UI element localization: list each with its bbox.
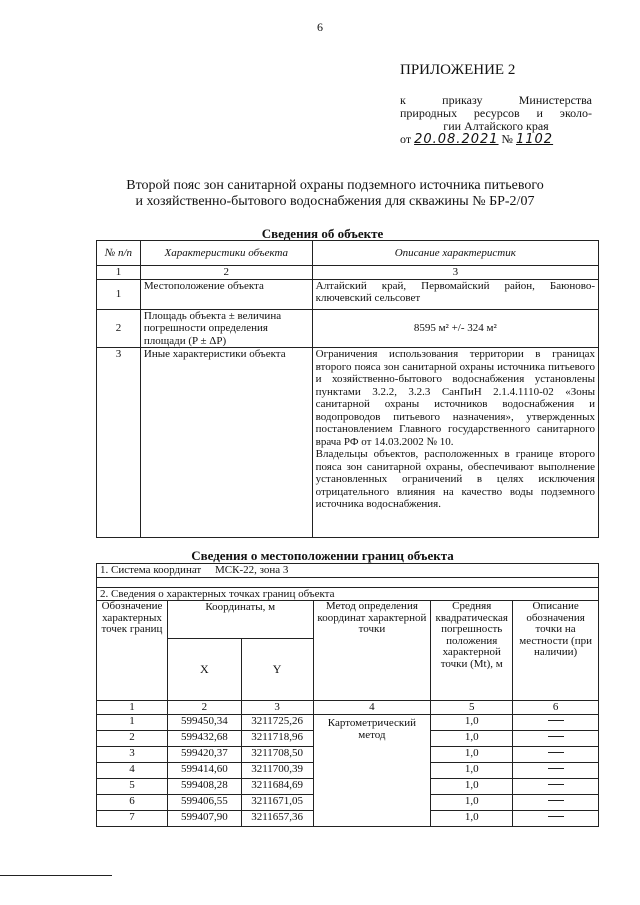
header-number: № п/п [97,241,141,266]
table-row [97,348,599,538]
dash-mark [548,784,564,785]
dash-mark [548,768,564,769]
dash-mark [548,800,564,801]
object-info-table [96,240,599,538]
point-x: 599432,68 [167,730,241,746]
order-line-2: природных ресурсов и эколо- [400,106,592,120]
row-number: 1 [97,279,141,309]
points-label-row [97,587,599,601]
order-date-line [400,133,592,146]
point-number: 1 [97,714,168,730]
point-marker [513,730,599,746]
header-coords: Координаты, м [167,601,313,639]
point-marker [513,746,599,762]
point-error: 1,0 [431,778,513,794]
point-marker [513,762,599,778]
col-number: 1 [97,266,141,280]
row-description: 8595 м² +/- 324 м² [312,309,598,348]
col-number: 2 [140,266,312,280]
point-marker [513,794,599,810]
header-description: Описание характеристик [312,241,598,266]
col-number: 5 [431,701,513,715]
col-number: 4 [313,701,431,715]
point-error: 1,0 [431,730,513,746]
section-boundaries-title: Сведения о местоположении границ объекта [191,548,454,563]
header-characteristic: Характеристики объекта [140,241,312,266]
point-y: 3211684,69 [241,778,313,794]
row-number: 2 [97,309,141,348]
owners-paragraph: Владельцы объектов, расположенных в границе второго пояса зон санитарной охраны, обеспечивают выполнение установленных ограничений в целях исключения отрицательного влияния на качество воды подземного источника водоснабжения. [315,448,595,510]
dash-mark [548,720,564,721]
table-header-row [97,241,599,266]
boundary-points-table [96,563,599,827]
col-number: 2 [167,701,241,715]
row-characteristic: Местоположение объекта [140,279,312,309]
row-description [312,348,598,538]
footnote-divider [0,875,112,876]
point-number: 7 [97,810,168,826]
point-y: 3211718,96 [241,730,313,746]
order-line-3: гии Алтайского края [443,119,549,133]
point-number: 4 [97,762,168,778]
point-y: 3211700,39 [241,762,313,778]
order-number-label: № [501,132,513,146]
dash-mark [548,736,564,737]
document-title-line-2: и хозяйственно-бытового водоснабжения для скважины № БР-2/07 [135,194,535,209]
point-y: 3211671,05 [241,794,313,810]
table-row [97,714,599,730]
document-title [110,178,560,210]
section-object-title: Сведения об объекте [261,226,384,241]
table-row [97,309,599,348]
order-line-1: к приказу Министерства [400,93,592,107]
row-description: Алтайский край, Первомайский район, Баюново-ключевский сельсовет [312,279,598,309]
point-y: 3211725,26 [241,714,313,730]
point-y: 3211657,36 [241,810,313,826]
row-characteristic: Площадь объекта ± величина погрешности определения площади (P ± ΔP) [140,309,312,348]
point-marker [513,714,599,730]
header-point: Обозначение характерных точек границ [97,601,168,701]
header-marker: Описание обозначения точки на местности (при наличии) [513,601,599,701]
coord-system-row [97,564,599,578]
point-number: 6 [97,794,168,810]
point-error: 1,0 [431,746,513,762]
point-method: Картометрический метод [313,714,431,826]
point-marker [513,778,599,794]
column-number-row [97,701,599,715]
row-number: 3 [97,348,141,538]
header-x: X [167,639,241,701]
coord-system-value: МСК-22, зона 3 [214,564,289,576]
appendix-title: ПРИЛОЖЕНИЕ 2 [400,62,516,78]
restrictions-paragraph: Ограничения использования территории в границах второго пояса зон санитарной охраны источника питьевого и хозяйственно-бытового водоснабжения установлены пунктами 3.2.2, 3.2.3 СанПиН 2.1.4.1110-02 «Зоны санитарной охраны источников водоснабжения и водопроводов питьевого назначения», утвержденных постановлением Главного государственного санитарного врача РФ от 14.03.2002 № 10. [315,348,595,448]
order-from-label: от [400,132,412,146]
page-number: 6 [317,20,323,34]
coord-system [97,564,599,578]
order-number: 1102 [515,132,554,147]
dash-mark [548,752,564,753]
point-x: 599406,55 [167,794,241,810]
point-number: 2 [97,730,168,746]
col-number: 6 [513,701,599,715]
point-y: 3211708,50 [241,746,313,762]
point-marker [513,810,599,826]
col-number: 3 [312,266,598,280]
col-number: 1 [97,701,168,715]
header-error: Средняя квадратическая погрешность положения характерной точки (Mt), м [431,601,513,701]
coord-system-label: 1. Система координат [100,564,202,576]
point-number: 3 [97,746,168,762]
points-label: 2. Сведения о характерных точках границ объекта [97,587,599,601]
header-method: Метод определения координат характерной точки [313,601,431,701]
point-x: 599414,60 [167,762,241,778]
column-number-row [97,266,599,280]
dash-mark [548,816,564,817]
point-error: 1,0 [431,794,513,810]
spacer-row [97,577,599,587]
point-error: 1,0 [431,762,513,778]
point-number: 5 [97,778,168,794]
document-title-line-1: Второй пояс зон санитарной охраны подземного источника питьевого [126,178,544,193]
col-number: 3 [241,701,313,715]
point-x: 599407,90 [167,810,241,826]
point-x: 599420,37 [167,746,241,762]
table-header-row [97,601,599,639]
point-x: 599450,34 [167,714,241,730]
point-error: 1,0 [431,810,513,826]
table-row [97,279,599,309]
order-date: 20.08.2021 [414,132,499,147]
header-y: Y [241,639,313,701]
point-x: 599408,28 [167,778,241,794]
point-error: 1,0 [431,714,513,730]
row-characteristic: Иные характеристики объекта [140,348,312,538]
